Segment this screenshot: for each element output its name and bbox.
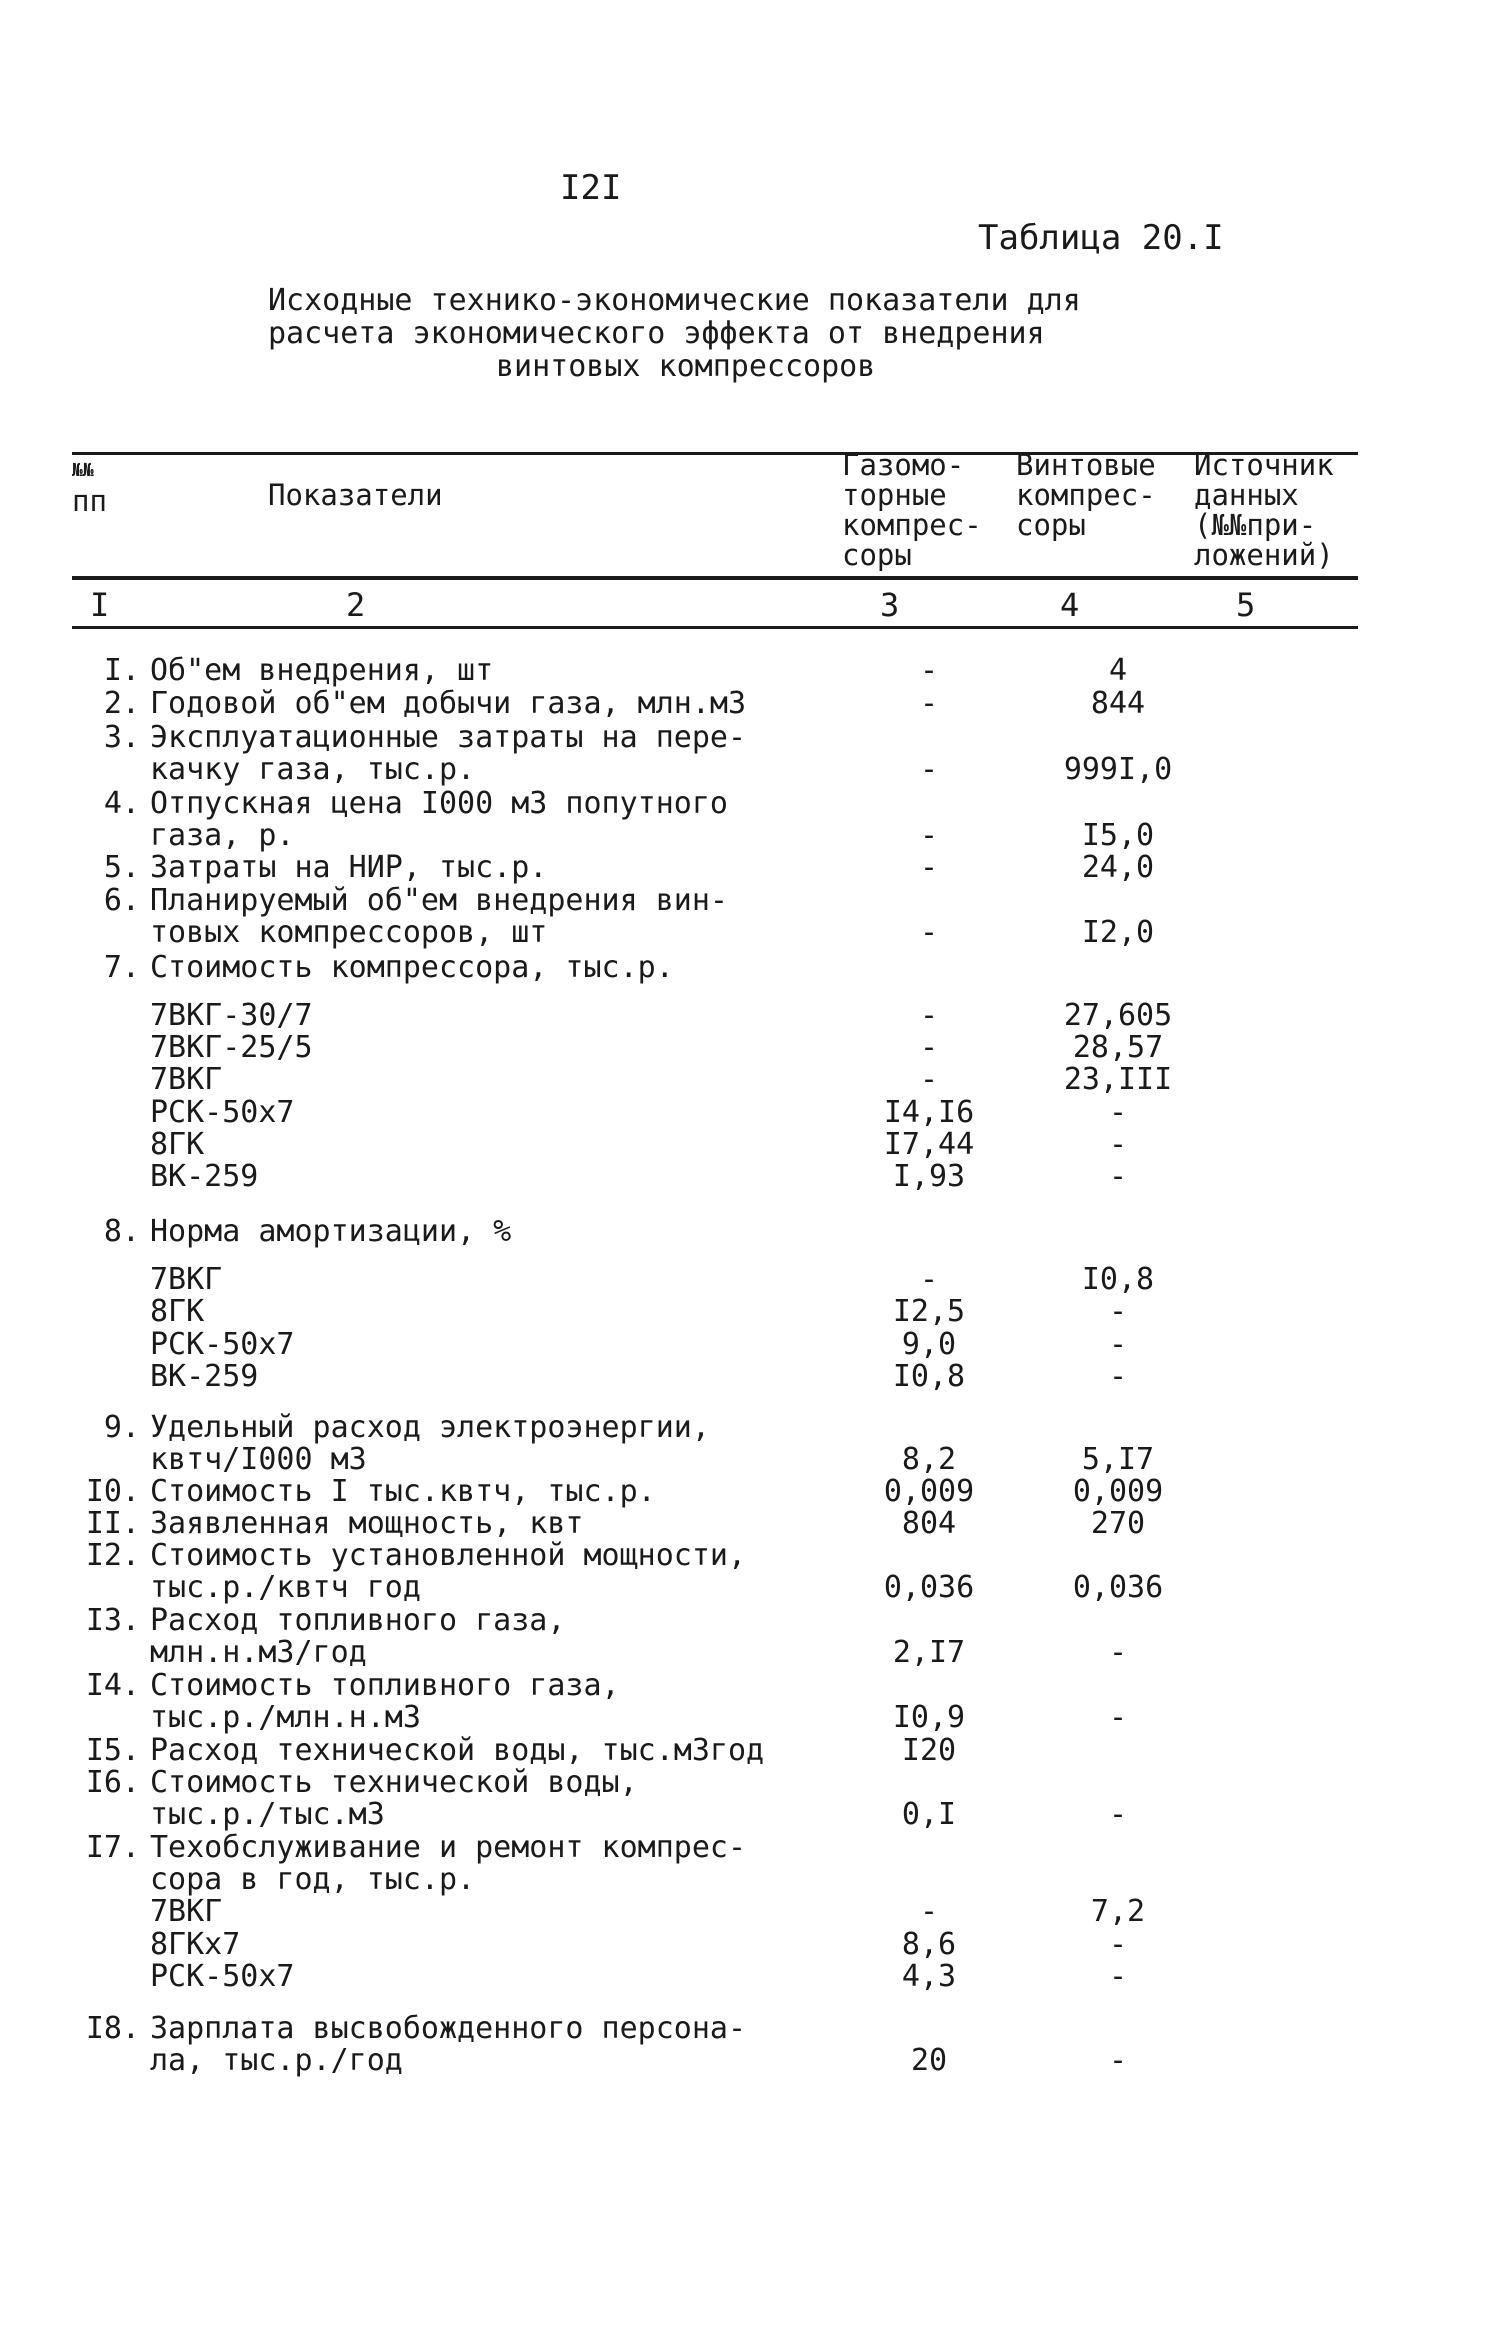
gas-motor-value: - — [919, 752, 939, 787]
screw-compressor-value: 270 — [1090, 1506, 1146, 1541]
row-label-line: 7ВКГ — [150, 1894, 223, 1929]
row-label-line: тыс.р./квтч год — [150, 1570, 421, 1605]
header-text: ложений) — [1194, 538, 1334, 572]
gas-motor-value: 0,I — [901, 1797, 957, 1832]
screw-compressor-value: - — [1108, 1359, 1128, 1394]
row-label-line: Удельный расход электроэнергии, — [150, 1410, 710, 1445]
row-label-line: 7ВКГ — [150, 1262, 223, 1297]
gas-motor-value: - — [919, 915, 939, 950]
row-label-line: Планируемый об"ем внедрения вин- — [150, 883, 728, 918]
row-number: 8. — [103, 1214, 140, 1249]
header-top-rule — [72, 452, 1358, 455]
column-number: 5 — [1236, 586, 1256, 624]
row-label — [150, 1540, 870, 1604]
header-col-4 — [1016, 450, 1156, 540]
row-label — [150, 688, 870, 720]
row-label — [150, 1032, 870, 1064]
header-text: Винтовые — [1016, 448, 1156, 482]
row-label — [150, 1961, 870, 1993]
gas-motor-value: - — [919, 1262, 939, 1297]
row-label — [150, 2013, 870, 2077]
row-label — [150, 1361, 870, 1393]
screw-compressor-value: 0,036 — [1072, 1570, 1164, 1605]
row-label-line: Отпускная цена I000 м3 попутного — [150, 786, 728, 821]
row-label-line: 8ГКх7 — [150, 1927, 241, 1962]
row-number: 3. — [103, 720, 140, 755]
row-label — [150, 1000, 870, 1032]
screw-compressor-value: 24,0 — [1081, 850, 1155, 885]
row-label-line: Затраты на НИР, тыс.р. — [150, 850, 548, 885]
screw-compressor-value: - — [1108, 1127, 1128, 1162]
title-line: Исходные технико-экономические показатели для — [268, 283, 1081, 318]
row-label — [150, 1296, 870, 1328]
row-number: I2. — [85, 1538, 140, 1573]
row-label-line: млн.н.м3/год — [150, 1635, 367, 1670]
gas-motor-value: - — [919, 1894, 939, 1929]
row-number: 2. — [103, 686, 140, 721]
row-label — [150, 1161, 870, 1193]
row-label — [150, 1476, 870, 1508]
page-number: I2I — [560, 168, 622, 208]
screw-compressor-value: 999I,0 — [1063, 752, 1173, 787]
gas-motor-value: I4,I6 — [883, 1095, 975, 1130]
screw-compressor-value: - — [1108, 1095, 1128, 1130]
row-number: I3. — [85, 1603, 140, 1638]
screw-compressor-value: 844 — [1090, 686, 1146, 721]
row-label-line: Стоимость установленной мощности, — [150, 1538, 747, 1573]
header-text: Газомо- — [842, 448, 965, 482]
header-text: данных — [1194, 478, 1299, 512]
row-label-line: 8ГК — [150, 1127, 205, 1162]
screw-compressor-value: 5,I7 — [1081, 1442, 1155, 1477]
row-label — [150, 1735, 870, 1767]
row-label-line: ла, тыс.р./год — [150, 2043, 403, 2078]
row-label-line: РСК-50х7 — [150, 1959, 295, 1994]
screw-compressor-value: I2,0 — [1081, 915, 1155, 950]
gas-motor-value: I,93 — [892, 1159, 966, 1194]
header-text: Источник — [1194, 448, 1334, 482]
screw-compressor-value: 27,605 — [1063, 998, 1173, 1033]
row-number: I. — [103, 653, 140, 688]
row-label — [150, 1329, 870, 1361]
row-label — [150, 1064, 870, 1096]
row-label — [150, 1896, 870, 1928]
title-line: винтовых компрессоров — [496, 349, 876, 384]
screw-compressor-value: 23,III — [1063, 1062, 1173, 1097]
row-number: II. — [85, 1506, 140, 1541]
row-number: I4. — [85, 1668, 140, 1703]
screw-compressor-value: - — [1108, 1635, 1128, 1670]
row-number: I0. — [85, 1474, 140, 1509]
row-label-line: тыс.р./тыс.м3 — [150, 1797, 385, 1832]
gas-motor-value: 8,6 — [901, 1927, 957, 1962]
header-col-2 — [268, 480, 443, 510]
gas-motor-value: - — [919, 686, 939, 721]
header-text: Показатели — [268, 478, 443, 512]
header-text: компрес- — [1016, 478, 1156, 512]
header-text: компрес- — [842, 508, 982, 542]
screw-compressor-value: 4 — [1108, 653, 1128, 688]
row-number: I7. — [85, 1830, 140, 1865]
row-label — [150, 952, 870, 984]
row-label-line: 7ВКГ-30/7 — [150, 998, 313, 1033]
column-number: 4 — [1060, 586, 1080, 624]
row-label — [150, 1216, 870, 1248]
row-label — [150, 1832, 870, 1896]
screw-compressor-value: 0,009 — [1072, 1474, 1164, 1509]
row-number: 7. — [103, 950, 140, 985]
row-label-line: Заявленная мощность, квт — [150, 1506, 584, 1541]
screw-compressor-value: - — [1108, 1294, 1128, 1329]
gas-motor-value: - — [919, 1030, 939, 1065]
gas-motor-value: - — [919, 998, 939, 1033]
row-label — [150, 1508, 870, 1540]
row-label-line: ВК-259 — [150, 1159, 259, 1194]
screw-compressor-value: - — [1108, 1927, 1128, 1962]
row-number: I6. — [85, 1765, 140, 1800]
title-line: расчета экономического эффекта от внедрения — [268, 316, 1045, 351]
row-label-line: квтч/I000 м3 — [150, 1442, 367, 1477]
row-label-line: газа, р. — [150, 818, 295, 853]
gas-motor-value: 804 — [901, 1506, 957, 1541]
table-label: Таблица 20.I — [978, 218, 1224, 258]
row-label-line: 7ВКГ — [150, 1062, 223, 1097]
row-label — [150, 655, 870, 687]
header-text: соры — [842, 538, 912, 572]
row-number: 4. — [103, 786, 140, 821]
row-label — [150, 1097, 870, 1129]
gas-motor-value: - — [919, 1062, 939, 1097]
row-label-line: Техобслуживание и ремонт компрес- — [150, 1830, 747, 1865]
row-number: I8. — [85, 2011, 140, 2046]
row-number: I5. — [85, 1733, 140, 1768]
gas-motor-value: 0,009 — [883, 1474, 975, 1509]
row-label-line: Стоимость технической воды, — [150, 1765, 638, 1800]
screw-compressor-value: 28,57 — [1072, 1030, 1164, 1065]
row-label-line: Эксплуатационные затраты на пере- — [150, 720, 747, 755]
gas-motor-value: - — [919, 850, 939, 885]
row-label-line: Годовой об"ем добычи газа, млн.м3 — [150, 686, 747, 721]
screw-compressor-value: - — [1108, 1797, 1128, 1832]
row-label-line: Стоимость топливного газа, — [150, 1668, 620, 1703]
row-label-line: Об"ем внедрения, шт — [150, 653, 494, 688]
screw-compressor-value: I5,0 — [1081, 818, 1155, 853]
row-label-line: РСК-50х7 — [150, 1327, 295, 1362]
screw-compressor-value: - — [1108, 1700, 1128, 1735]
row-label-line: качку газа, тыс.р. — [150, 752, 476, 787]
gas-motor-value: 20 — [910, 2043, 948, 2078]
column-number: I — [90, 586, 110, 624]
row-label — [150, 788, 870, 852]
gas-motor-value: I20 — [901, 1733, 957, 1768]
header-text: (№№при- — [1194, 508, 1317, 542]
row-number: 9. — [103, 1410, 140, 1445]
gas-motor-value: I0,9 — [892, 1700, 966, 1735]
screw-compressor-value: - — [1108, 2043, 1128, 2078]
gas-motor-value: I2,5 — [892, 1294, 966, 1329]
column-number: 3 — [880, 586, 900, 624]
gas-motor-value: 2,I7 — [892, 1635, 966, 1670]
row-label-line: Расход топливного газа, — [150, 1603, 566, 1638]
row-label-line: Норма амортизации, % — [150, 1214, 512, 1249]
row-label — [150, 722, 870, 786]
gas-motor-value: I7,44 — [883, 1127, 975, 1162]
row-label-line: 8ГК — [150, 1294, 205, 1329]
row-number: 6. — [103, 883, 140, 918]
row-label — [150, 1670, 870, 1734]
row-label — [150, 885, 870, 949]
gas-motor-value: 8,2 — [901, 1442, 957, 1477]
header-text: пп — [72, 484, 107, 518]
row-label-line: 7ВКГ-25/5 — [150, 1030, 313, 1065]
header-text: торные — [842, 478, 947, 512]
screw-compressor-value: 7,2 — [1090, 1894, 1146, 1929]
header-bottom-rule — [72, 576, 1358, 580]
screw-compressor-value: - — [1108, 1327, 1128, 1362]
gas-motor-value: 9,0 — [901, 1327, 957, 1362]
column-number-rule — [72, 626, 1358, 629]
screw-compressor-value: I0,8 — [1081, 1262, 1155, 1297]
row-label-line: тыс.р./млн.н.м3 — [150, 1700, 421, 1735]
screw-compressor-value: - — [1108, 1159, 1128, 1194]
gas-motor-value: - — [919, 653, 939, 688]
row-label — [150, 1412, 870, 1476]
header-col-5 — [1194, 450, 1334, 570]
row-label — [150, 1605, 870, 1669]
row-label — [150, 852, 870, 884]
row-label — [150, 1264, 870, 1296]
row-label-line: товых компрессоров, шт — [150, 915, 548, 950]
row-label-line: сора в год, тыс.р. — [150, 1862, 476, 1897]
header-text: соры — [1016, 508, 1086, 542]
gas-motor-value: I0,8 — [892, 1359, 966, 1394]
gas-motor-value: 0,036 — [883, 1570, 975, 1605]
row-label — [150, 1129, 870, 1161]
row-label-line: Стоимость компрессора, тыс.р. — [150, 950, 674, 985]
screw-compressor-value: - — [1108, 1959, 1128, 1994]
table-title — [268, 284, 1228, 383]
column-number: 2 — [346, 586, 366, 624]
row-label — [150, 1767, 870, 1831]
gas-motor-value: - — [919, 818, 939, 853]
row-label-line: Стоимость I тыс.квтч, тыс.р. — [150, 1474, 656, 1509]
header-col-3 — [842, 450, 982, 570]
header-text: №№ — [72, 460, 94, 481]
header-col-1 — [72, 456, 107, 516]
row-label-line: РСК-50х7 — [150, 1095, 295, 1130]
gas-motor-value: 4,3 — [901, 1959, 957, 1994]
row-label-line: ВК-259 — [150, 1359, 259, 1394]
row-label — [150, 1929, 870, 1961]
row-label-line: Зарплата высвобожденного персона- — [150, 2011, 747, 2046]
row-number: 5. — [103, 850, 140, 885]
row-label-line: Расход технической воды, тыс.м3год — [150, 1733, 765, 1768]
